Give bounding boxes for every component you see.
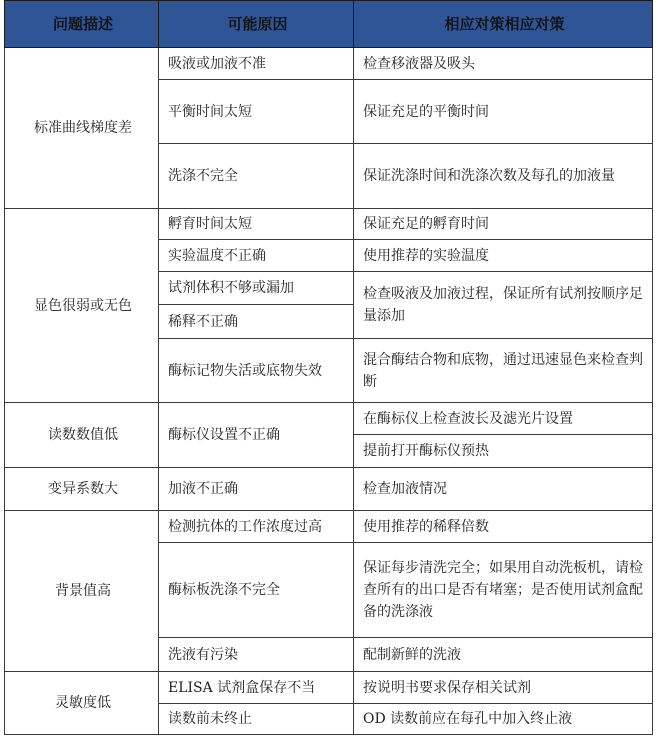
solution-cell: 混合酶结合物和底物，通过迅速显色来检查判断 bbox=[354, 339, 653, 403]
solution-cell: 保证每步清洗完全；如果用自动洗板机，请检查所有的出口是否有堵塞；是否使用试剂盒配备的洗涤液 bbox=[354, 543, 653, 638]
table-row bbox=[5, 511, 653, 543]
table-row bbox=[5, 48, 653, 80]
solution-cell: 保证充足的孵育时间 bbox=[354, 209, 653, 240]
problem-cell: 背景值高 bbox=[5, 511, 159, 672]
solution-cell: 检查移液器及吸头 bbox=[354, 48, 653, 80]
solution-cell: 提前打开酶标仪预热 bbox=[354, 435, 653, 468]
cause-cell: 检测抗体的工作浓度过高 bbox=[159, 511, 354, 543]
problem-cell: 读数数值低 bbox=[5, 403, 159, 468]
cause-cell: 吸液或加液不准 bbox=[159, 48, 354, 80]
cause-cell: 加液不正确 bbox=[159, 468, 354, 511]
troubleshooting-table bbox=[4, 0, 653, 735]
header-row bbox=[5, 1, 653, 48]
cause-cell: 平衡时间太短 bbox=[159, 80, 354, 144]
solution-cell: 保证洗涤时间和洗涤次数及每孔的加液量 bbox=[354, 144, 653, 209]
cause-cell: 酶标板洗涤不完全 bbox=[159, 543, 354, 638]
cause-cell: 实验温度不正确 bbox=[159, 240, 354, 272]
cause-cell: 酶标记物失活或底物失效 bbox=[159, 339, 354, 403]
header-cause: 可能原因 bbox=[159, 1, 354, 48]
problem-cell: 显色很弱或无色 bbox=[5, 209, 159, 403]
header-problem: 问题描述 bbox=[5, 1, 159, 48]
cause-cell: 洗液有污染 bbox=[159, 638, 354, 672]
cause-cell: 洗涤不完全 bbox=[159, 144, 354, 209]
problem-cell: 灵敏度低 bbox=[5, 672, 159, 735]
solution-cell: 按说明书要求保存相关试剂 bbox=[354, 672, 653, 704]
table-row bbox=[5, 468, 653, 511]
solution-cell: 检查加液情况 bbox=[354, 468, 653, 511]
cause-cell: 稀释不正确 bbox=[159, 305, 354, 339]
table-row bbox=[5, 209, 653, 240]
cause-cell: 酶标仪设置不正确 bbox=[159, 403, 354, 468]
solution-cell: 使用推荐的稀释倍数 bbox=[354, 511, 653, 543]
cause-cell: ELISA 试剂盒保存不当 bbox=[159, 672, 354, 704]
table-row bbox=[5, 672, 653, 704]
solution-cell: 配制新鲜的洗液 bbox=[354, 638, 653, 672]
solution-cell: OD 读数前应在每孔中加入终止液 bbox=[354, 704, 653, 735]
cause-cell: 试剂体积不够或漏加 bbox=[159, 272, 354, 305]
cause-cell: 读数前未终止 bbox=[159, 704, 354, 735]
solution-cell: 保证充足的平衡时间 bbox=[354, 80, 653, 144]
solution-cell: 使用推荐的实验温度 bbox=[354, 240, 653, 272]
solution-cell: 在酶标仪上检查波长及滤光片设置 bbox=[354, 403, 653, 435]
table-row bbox=[5, 403, 653, 435]
solution-cell: 检查吸液及加液过程，保证所有试剂按顺序足量添加 bbox=[354, 272, 653, 339]
problem-cell: 标准曲线梯度差 bbox=[5, 48, 159, 209]
header-solution: 相应对策相应对策 bbox=[354, 1, 653, 48]
problem-cell: 变异系数大 bbox=[5, 468, 159, 511]
cause-cell: 孵育时间太短 bbox=[159, 209, 354, 240]
